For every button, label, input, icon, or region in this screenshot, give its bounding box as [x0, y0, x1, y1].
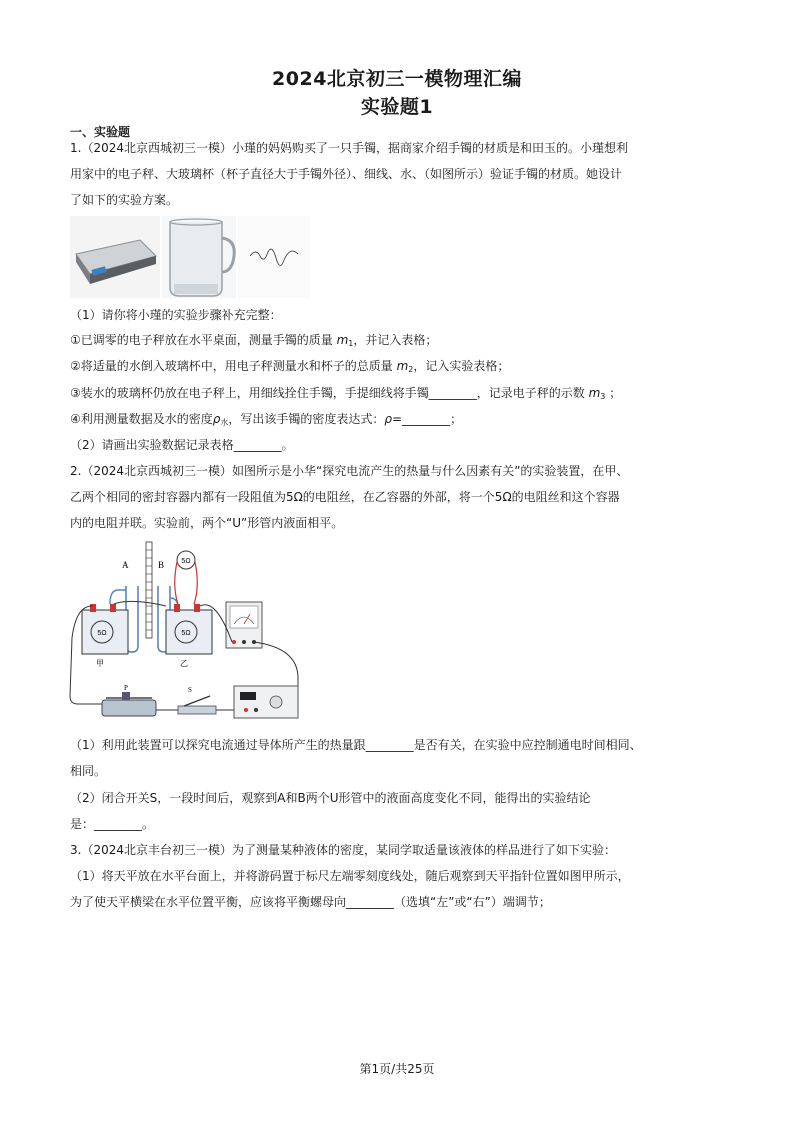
q1-line-1: 1.（2024北京西城初三一模）小瑾的妈妈购买了一只手镯，据商家介绍手镯的材质是和田玉的。小瑾想利 — [70, 141, 628, 155]
step1-text: ①已调零的电子秤放在水平桌面，测量手镯的质量 — [70, 333, 337, 347]
step3-tail: ； — [605, 386, 622, 400]
q2-part-1b: 相同。 — [70, 764, 107, 778]
q2-line-1: 2.（2024北京西城初三一模）如图所示是小华“探究电流产生的热量与什么因素有关”的实验装置，在甲、 — [70, 464, 629, 478]
glass-cup-image — [162, 216, 236, 298]
power-supply — [234, 686, 298, 718]
step4-text: ④利用测量数据及水的密度 — [70, 412, 213, 426]
switch-s — [178, 686, 216, 714]
q1-apparatus-photos — [70, 216, 310, 298]
q2-part-1a: （1）利用此装置可以探究电流通过导体所产生的热量跟________是否有关，在实验中应控制通电时间相同、 — [70, 738, 642, 752]
external-resistor-label: 5Ω — [181, 558, 191, 565]
label-yi: 乙 — [180, 659, 188, 668]
q1-step-2 — [70, 358, 509, 378]
step4-mid: ，写出该手镯的密度表达式： — [228, 412, 385, 426]
label-s: S — [188, 686, 192, 694]
q2-circuit-figure — [66, 538, 306, 728]
q2-part-2a: （2）闭合开关S，一段时间后，观察到A和B两个U形管中的液面高度变化不同，能得出的实验结论 — [70, 791, 591, 805]
step3-text: ③装水的玻璃杯仍放在电子秤上，用细线拴住手镯，手提细线将手镯________，记录电子秤的示数 — [70, 386, 589, 400]
subscript: 3 — [600, 392, 606, 401]
subscript: 2 — [408, 365, 414, 374]
q1-step-3 — [70, 385, 621, 405]
q3-line-1: 3.（2024北京丰台初三一模）为了测量某种液体的密度，某同学取适量该液体的样品进行了如下实验： — [70, 843, 616, 857]
density-symbol: ρ — [212, 412, 221, 426]
subscript: 水 — [220, 418, 229, 427]
q1-step-4 — [70, 411, 462, 431]
q1-line-3: 了如下的实验方案。 — [70, 193, 179, 207]
electronic-scale-image — [70, 216, 160, 298]
step2-text: ②将适量的水倒入玻璃杯中，用电子秤测量水和杯子的总质量 — [70, 359, 397, 373]
q2-line-2: 乙两个相同的密封容器内都有一段阻值为5Ω的电阻丝，在乙容器的外部，将一个5Ω的电阻丝和这个容器 — [70, 490, 620, 504]
thread-image — [238, 216, 310, 298]
mass-symbol: m — [588, 386, 601, 400]
label-jia: 甲 — [96, 659, 104, 668]
q2-line-3: 内的电阻并联。实验前，两个“U”形管内液面相平。 — [70, 516, 344, 530]
doc-subtitle: 实验题1 — [360, 96, 434, 118]
resistor-jia-label: 5Ω — [97, 630, 107, 637]
q1-part-2: （2）请画出实验数据记录表格________。 — [70, 438, 294, 452]
page-footer: 第1页/共25页 — [359, 1062, 435, 1076]
mass-symbol: m — [396, 359, 409, 373]
q1-part-1: （1）请你将小瑾的实验步骤补充完整： — [70, 308, 282, 322]
resistor-yi-label: 5Ω — [181, 630, 191, 637]
doc-title: 2024北京初三一模物理汇编 — [272, 68, 522, 90]
density-symbol: ρ — [384, 412, 393, 426]
step1-tail: ，并记入表格； — [353, 333, 438, 347]
step2-tail: ，记入实验表格； — [413, 359, 510, 373]
q1-step-1 — [70, 332, 437, 352]
step4-tail: =________； — [392, 412, 463, 426]
subscript: 1 — [348, 339, 354, 348]
label-b: B — [158, 560, 165, 570]
q1-line-2: 用家中的电子秤、大玻璃杯（杯子直径大于手镯外径）、细线、水、（如图所示）验证手镯的材质。她设计 — [70, 167, 623, 181]
q3-part-1b: 为了使天平横梁在水平位置平衡，应该将平衡螺母向________（选填“左”或“右”）端调节； — [70, 895, 551, 909]
q3-part-1a: （1）将天平放在水平台面上，并将游码置于标尺左端零刻度线处，随后观察到天平指针位置如图甲所示， — [70, 869, 630, 883]
q2-part-2b: 是：________。 — [70, 817, 155, 831]
section-heading: 一、实验题 — [70, 125, 131, 139]
label-p: P — [124, 684, 128, 692]
rheostat — [102, 684, 156, 716]
mass-symbol: m — [336, 333, 349, 347]
label-a: A — [122, 560, 129, 570]
